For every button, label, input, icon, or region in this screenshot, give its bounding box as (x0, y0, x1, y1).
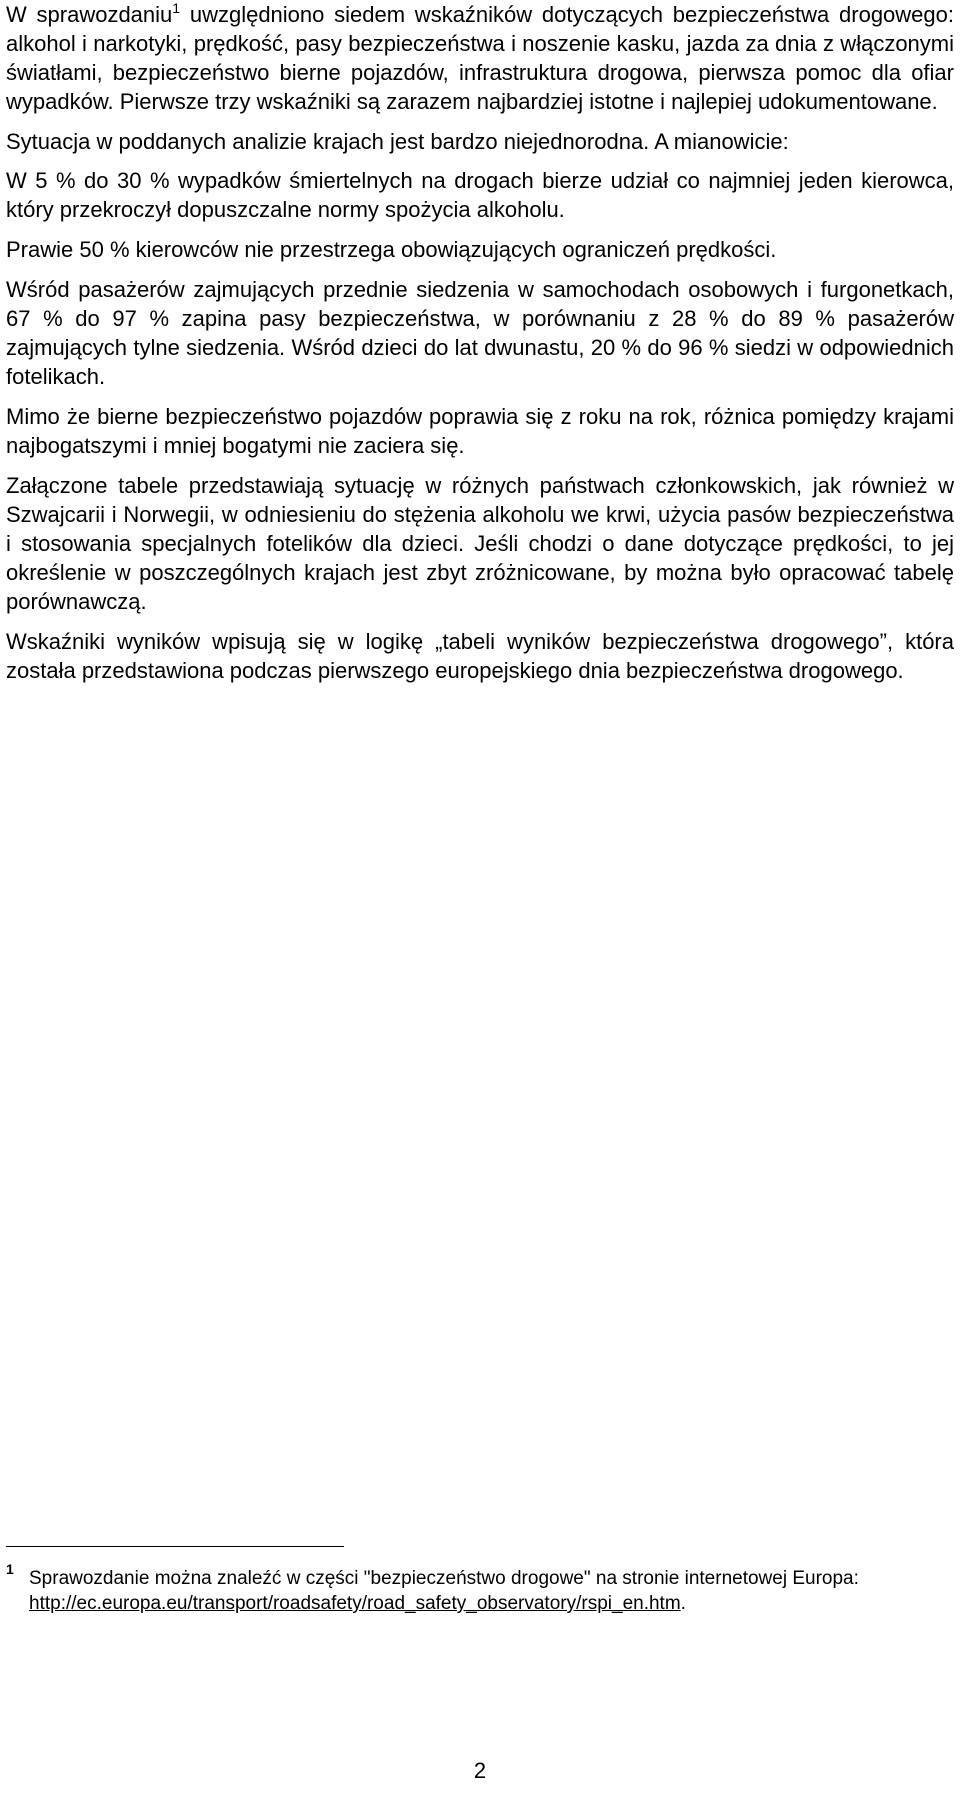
paragraph-situation: Sytuacja w poddanych analizie krajach jest bardzo niejednorodna. A mianowicie: (6, 129, 789, 154)
paragraph-speed: Prawie 50 % kierowców nie przestrzega obowiązujących ograniczeń prędkości. (6, 237, 777, 262)
paragraph-alcohol: W 5 % do 30 % wypadków śmiertelnych na drogach bierze udział co najmniej jeden kierowca, który przekroczył dopuszczalne normy spożycia alkoholu. (6, 168, 954, 222)
footnote-divider (6, 1546, 344, 1547)
paragraph-performance-indicators: Wskaźniki wyników wpisują się w logikę „tabeli wyników bezpieczeństwa drogowego”, która została przedstawiona podczas pierwszego europejskiego dnia bezpieczeństwa drogowego. (6, 629, 954, 683)
paragraph-intro-rest: uwzględniono siedem wskaźników dotyczących bezpieczeństwa drogowego: alkohol i narkotyki, prędkość, pasy bezpieczeństwa i noszenie kasku, jazda za dnia z włączonymi światłami, bezpieczeństwo bierne pojazdów, infrastruktura drogowa, pierwsza pomoc dla ofiar wypadków. Pierwsze trzy wskaźniki są zarazem najbardziej istotne i najlepiej udokumentowane. (6, 2, 954, 114)
footnote-reference[interactable]: 1 (172, 0, 181, 16)
footnote-link[interactable]: http://ec.europa.eu/transport/roadsafety/road_safety_observatory/rspi_en.htm (29, 1593, 681, 1614)
footnote-trailing-period: . (680, 1593, 686, 1614)
paragraph-indicators-intro (6, 0, 954, 116)
paragraph-passive-safety: Mimo że bierne bezpieczeństwo pojazdów poprawia się z roku na rok, różnica pomiędzy krajami najbogatszymi i mniej bogatymi nie zaciera się. (6, 404, 954, 458)
footnote-body (29, 1566, 954, 1616)
footnote-text: Sprawozdanie można znaleźć w części "bezpieczeństwo drogowe" na stronie internetowej Europa: (29, 1568, 859, 1589)
paragraph-seat-belts: Wśród pasażerów zajmujących przednie siedzenia w samochodach osobowych i furgonetkach, 67 % do 97 % zapina pasy bezpieczeństwa, w porównaniu z 28 % do 89 % pasażerów zajmujących tylne siedzenia. Wśród dzieci do lat dwunastu, 20 % do 96 % siedzi w odpowiednich fotelikach. (6, 277, 954, 389)
paragraph-tables: Załączone tabele przedstawiają sytuację w różnych państwach członkowskich, jak również w Szwajcarii i Norwegii, w odniesieniu do stężenia alkoholu we krwi, użycia pasów bezpieczeństwa i stosowania specjalnych fotelików dla dzieci. Jeśli chodzi o dane dotyczące prędkości, to jej określenie w poszczególnych krajach jest zbyt zróżnicowane, by można było opracować tabelę porównawczą. (6, 473, 954, 614)
footnote-mark: 1 (6, 1561, 14, 1577)
paragraph-intro-start: W sprawozdaniu (6, 2, 173, 27)
footnote (6, 1561, 954, 1616)
document-body (6, 0, 954, 696)
page-number: 2 (473, 1758, 487, 1783)
